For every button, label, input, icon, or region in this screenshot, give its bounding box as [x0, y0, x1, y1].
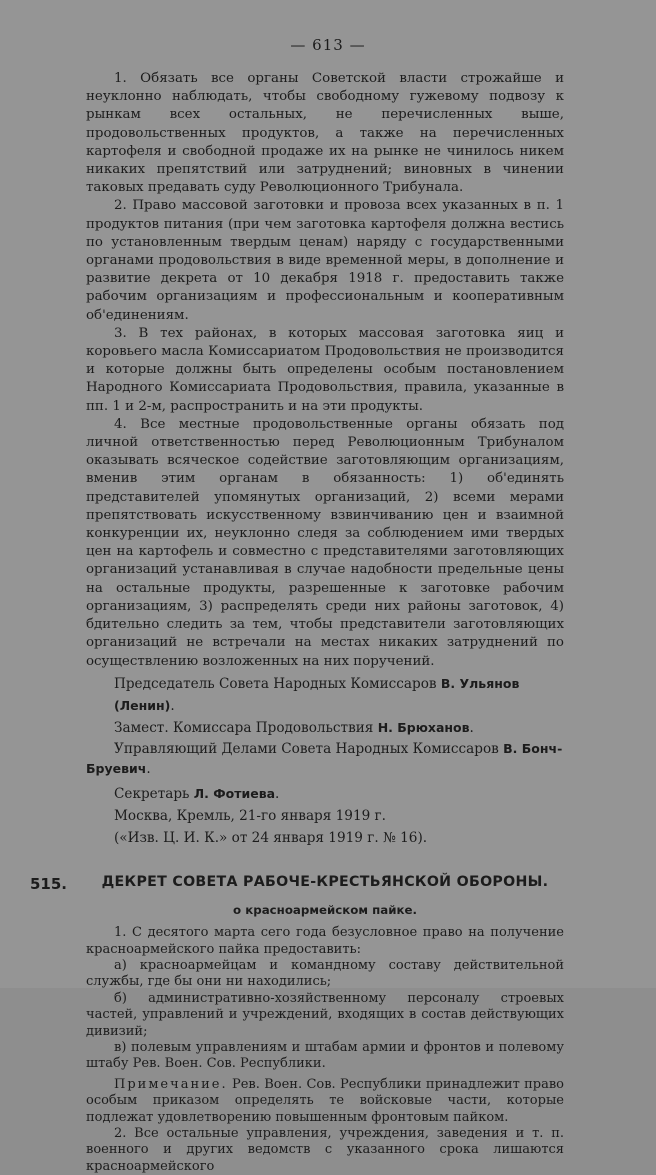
decree-item-c: в) полевым управлениям и штабам армии и фронтов и полевому штабу Рев. Воен. Сов. Республики. [86, 1039, 564, 1072]
signature-deputy-commissar: Замест. Комиссара Продовольствия Н. Брюханов. [114, 719, 474, 736]
paragraph-2: 2. Право массовой заготовки и провоза всех указанных в п. 1 продуктов питания (при чем заготовка картофеля должна вестись по установленным твердым ценам) наряду с государственными органами продовольствия в виде временной меры, в дополнение и развитие декрета от 10 декабря 1918 г. предоставить также рабочим организациям и профессиональным и кооперативным об'единениям. [86, 198, 564, 323]
signature-manager: Управляющий Делами Совета Народных Комиссаров В. Бонч-Бруевич. [86, 740, 563, 777]
paragraph-4: 4. Все местные продовольственные органы обязать под личной ответственностью перед Революционным Трибуналом оказывать всяческое содействие заготовляющим организациям, вменив этим органам в обязанность: 1) об'единять представителей упомянутых организаций, 2) всеми мерами препятствовать искусственному взвинчиванию цен и взаимной конкуренции их, неуклонно следя за соблюдением ими твердых цен на картофель и совместно с представителями заготовляющих организаций устанавливая в случае надобности предельные цены на остальные продукты, разрешенные к заготовке рабочим организациям, 3) распределять среди них районы заготовок, 4) бдительно следить за тем, чтобы представители заготовляющих организаций не встречали на местах никаких затруднений по осуществлению возложенных на них поручений. [86, 416, 564, 669]
decree-paragraph-2: 2. Все остальные управления, учреждения, заведения и т. п. военного и других ведомств с указанного срока лишаются красноармейского [86, 1125, 564, 1174]
source-reference: («Изв. Ц. И. К.» от 24 января 1919 г. № 16). [114, 829, 428, 846]
paragraph-3: 3. В тех районах, в которых массовая заготовка яиц и коровьего масла Комиссариатом Продовольствия не производится и которые должны быть определены особым постановлением Народного Комиссариата Продовольствия, правила, указанные в пп. 1 и 2-м, распространить и на эти продукты. [86, 325, 564, 414]
decree-paragraph-1: 1. С десятого марта сего года безусловное право на получение красноармейского пайка предоставить: [86, 925, 564, 957]
decree-item-a: а) красноармейцам и командному составу действительной службы, где бы они ни находились; [86, 957, 564, 990]
decree-note [86, 1077, 564, 1126]
signatory-name: В. Бонч-Бруевич [86, 740, 563, 776]
signatory-name: Л. Фотиева [193, 785, 276, 801]
paragraph-1: 1. Обязать все органы Советской власти строжайше и неуклонно наблюдать, чтобы свободному гужевому подвозу к рынкам всех остальных, не перечисленных выше, продовольственных продуктов, а также на перечисленных картофеля и свободной продаже их на рынке не чинилось никем никаких препятствий или затруднений; виновных в чинении таковых предавать суду Революционного Трибунала. [86, 71, 564, 196]
place-date: Москва, Кремль, 21-го января 1919 г. [114, 807, 387, 824]
decree-body [86, 925, 564, 1175]
signature-secretary: Секретарь Л. Фотиева. [114, 785, 280, 802]
decree-number: 515. [30, 874, 68, 893]
signatory-name: В. Ульянов (Ленин) [114, 675, 520, 713]
decree-item-b: б) административно-хозяйственному персоналу строевых частей, управлений и учреждений, входящих в состав действующих дивизий; [86, 990, 564, 1039]
document-body [30, 70, 564, 1175]
signature-chairman: Председатель Совета Народных Комиссаров В. Ульянов (Ленин). [114, 675, 520, 714]
note-text: Рев. Воен. Сов. Республики принадлежит право особым приказом определять те войсковые части, которые подлежат удовлетворению повышенным фронтовым пайком. [86, 1076, 564, 1125]
decree-subtitle: о красноармейском пайке. [233, 902, 417, 917]
decree-title: ДЕКРЕТ СОВЕТА РАБОЧЕ-КРЕСТЬЯНСКОЙ ОБОРОНЫ. [101, 873, 549, 890]
note-label: Примечание. [114, 1076, 228, 1092]
decree-heading [30, 873, 564, 919]
signatory-name: Н. Брюханов [377, 719, 470, 735]
page-number: — 613 — [290, 36, 366, 54]
